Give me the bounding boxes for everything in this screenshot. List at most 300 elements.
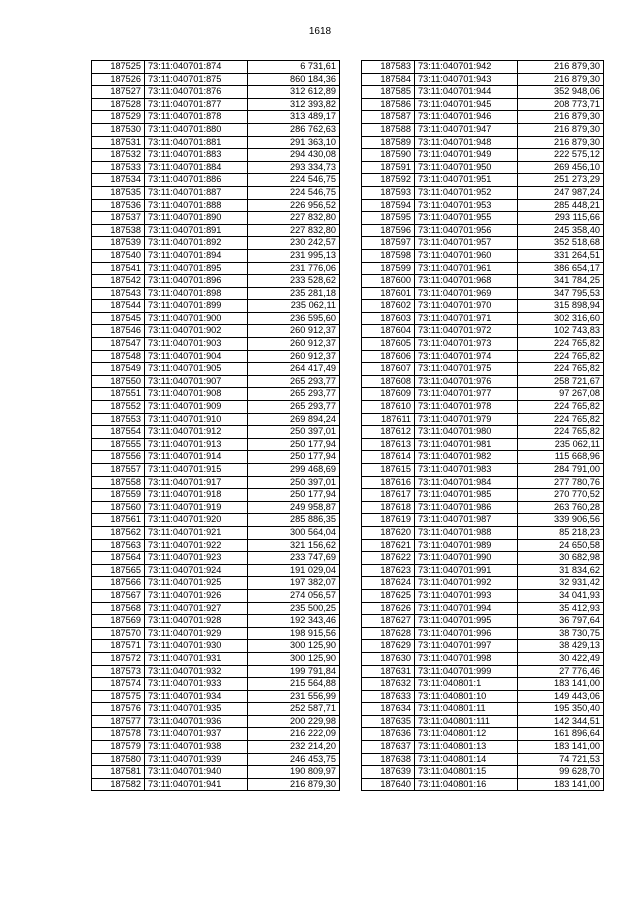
- cadastral-number-cell: 73:11:040701:929: [145, 627, 248, 640]
- row-number-cell: 187558: [92, 476, 145, 489]
- cadastral-number-cell: 73:11:040701:933: [145, 678, 248, 691]
- value-cell: 235 500,25: [248, 602, 340, 615]
- table-row: [92, 589, 340, 602]
- value-cell: 38 730,75: [518, 627, 604, 640]
- value-cell: 284 791,00: [518, 464, 604, 477]
- table-row: [92, 451, 340, 464]
- table-row: [92, 741, 340, 754]
- cadastral-number-cell: 73:11:040701:990: [415, 552, 518, 565]
- table-row: [362, 224, 604, 237]
- table-row: [362, 741, 604, 754]
- table-row: [362, 778, 604, 791]
- table-row: [362, 728, 604, 741]
- cadastral-number-cell: 73:11:040701:876: [145, 86, 248, 99]
- cadastral-number-cell: 73:11:040701:986: [415, 501, 518, 514]
- cadastral-number-cell: 73:11:040701:921: [145, 526, 248, 539]
- cadastral-number-cell: 73:11:040701:888: [145, 199, 248, 212]
- row-number-cell: 187598: [362, 249, 415, 262]
- value-cell: 321 156,62: [248, 539, 340, 552]
- table-row: [92, 312, 340, 325]
- value-cell: 27 776,46: [518, 665, 604, 678]
- table-row: [92, 111, 340, 124]
- value-cell: 250 397,01: [248, 476, 340, 489]
- table-row: [362, 690, 604, 703]
- row-number-cell: 187587: [362, 111, 415, 124]
- table-row: [362, 678, 604, 691]
- value-cell: 250 177,94: [248, 451, 340, 464]
- cadastral-number-cell: 73:11:040701:892: [145, 237, 248, 250]
- table-row: [362, 489, 604, 502]
- value-cell: 208 773,71: [518, 98, 604, 111]
- row-number-cell: 187610: [362, 401, 415, 414]
- row-number-cell: 187588: [362, 123, 415, 136]
- value-cell: 224 546,75: [248, 174, 340, 187]
- value-cell: 264 417,49: [248, 363, 340, 376]
- value-cell: 860 184,36: [248, 73, 340, 86]
- table-row: [92, 426, 340, 439]
- row-number-cell: 187624: [362, 577, 415, 590]
- row-number-cell: 187537: [92, 212, 145, 225]
- table-row: [92, 300, 340, 313]
- table-row: [92, 602, 340, 615]
- cadastral-number-cell: 73:11:040701:950: [415, 161, 518, 174]
- row-number-cell: 187565: [92, 564, 145, 577]
- cadastral-number-cell: 73:11:040701:992: [415, 577, 518, 590]
- cadastral-number-cell: 73:11:040701:880: [145, 123, 248, 136]
- cadastral-number-cell: 73:11:040701:970: [415, 300, 518, 313]
- value-cell: 227 832,80: [248, 224, 340, 237]
- row-number-cell: 187594: [362, 199, 415, 212]
- cadastral-number-cell: 73:11:040801:12: [415, 728, 518, 741]
- row-number-cell: 187601: [362, 287, 415, 300]
- cadastral-number-cell: 73:11:040701:991: [415, 564, 518, 577]
- value-cell: 250 177,94: [248, 438, 340, 451]
- cadastral-number-cell: 73:11:040701:985: [415, 489, 518, 502]
- table-row: [362, 186, 604, 199]
- cadastral-number-cell: 73:11:040701:943: [415, 73, 518, 86]
- table-row: [362, 589, 604, 602]
- cadastral-number-cell: 73:11:040701:982: [415, 451, 518, 464]
- table-row: [92, 564, 340, 577]
- cadastral-number-cell: 73:11:040701:944: [415, 86, 518, 99]
- cadastral-number-cell: 73:11:040701:971: [415, 312, 518, 325]
- row-number-cell: 187614: [362, 451, 415, 464]
- cadastral-number-cell: 73:11:040701:890: [145, 212, 248, 225]
- table-row: [362, 161, 604, 174]
- row-number-cell: 187597: [362, 237, 415, 250]
- table-row: [92, 161, 340, 174]
- value-cell: 235 062,11: [518, 438, 604, 451]
- value-cell: 251 273,29: [518, 174, 604, 187]
- table-row: [92, 98, 340, 111]
- table-row: [362, 640, 604, 653]
- row-number-cell: 187540: [92, 249, 145, 262]
- table-row: [92, 753, 340, 766]
- cadastral-number-cell: 73:11:040701:981: [415, 438, 518, 451]
- row-number-cell: 187585: [362, 86, 415, 99]
- value-cell: 74 721,53: [518, 753, 604, 766]
- cadastral-number-cell: 73:11:040701:925: [145, 577, 248, 590]
- table-row: [92, 627, 340, 640]
- cadastral-number-cell: 73:11:040701:912: [145, 426, 248, 439]
- row-number-cell: 187572: [92, 652, 145, 665]
- cadastral-number-cell: 73:11:040701:956: [415, 224, 518, 237]
- table-row: [362, 338, 604, 351]
- page-number: 1618: [308, 26, 332, 37]
- table-row: [362, 237, 604, 250]
- table-row: [92, 526, 340, 539]
- cadastral-number-cell: 73:11:040701:946: [415, 111, 518, 124]
- value-cell: 99 628,70: [518, 766, 604, 779]
- value-cell: 216 879,30: [248, 778, 340, 791]
- row-number-cell: 187548: [92, 350, 145, 363]
- table-row: [92, 539, 340, 552]
- table-row: [362, 652, 604, 665]
- row-number-cell: 187611: [362, 413, 415, 426]
- cadastral-number-cell: 73:11:040701:984: [415, 476, 518, 489]
- table-row: [362, 401, 604, 414]
- row-number-cell: 187554: [92, 426, 145, 439]
- row-number-cell: 187623: [362, 564, 415, 577]
- table-row: [92, 715, 340, 728]
- table-row: [92, 338, 340, 351]
- row-number-cell: 187622: [362, 552, 415, 565]
- table-row: [92, 388, 340, 401]
- value-cell: 247 987,24: [518, 186, 604, 199]
- row-number-cell: 187600: [362, 275, 415, 288]
- row-number-cell: 187616: [362, 476, 415, 489]
- cadastral-number-cell: 73:11:040701:905: [145, 363, 248, 376]
- value-cell: 216 222,09: [248, 728, 340, 741]
- value-cell: 97 267,08: [518, 388, 604, 401]
- value-cell: 291 363,10: [248, 136, 340, 149]
- cadastral-number-cell: 73:11:040701:993: [415, 589, 518, 602]
- row-number-cell: 187578: [92, 728, 145, 741]
- row-number-cell: 187547: [92, 338, 145, 351]
- row-number-cell: 187543: [92, 287, 145, 300]
- cadastral-number-cell: 73:11:040701:953: [415, 199, 518, 212]
- value-cell: 260 912,37: [248, 350, 340, 363]
- value-cell: 85 218,23: [518, 526, 604, 539]
- value-cell: 142 344,51: [518, 715, 604, 728]
- table-row: [92, 149, 340, 162]
- row-number-cell: 187619: [362, 514, 415, 527]
- cadastral-number-cell: 73:11:040701:887: [145, 186, 248, 199]
- table-row: [362, 363, 604, 376]
- cadastral-number-cell: 73:11:040701:919: [145, 501, 248, 514]
- row-number-cell: 187528: [92, 98, 145, 111]
- value-cell: 258 721,67: [518, 375, 604, 388]
- table-row: [92, 136, 340, 149]
- row-number-cell: 187573: [92, 665, 145, 678]
- cadastral-number-cell: 73:11:040701:980: [415, 426, 518, 439]
- table-row: [362, 73, 604, 86]
- row-number-cell: 187627: [362, 615, 415, 628]
- value-cell: 285 886,35: [248, 514, 340, 527]
- row-number-cell: 187575: [92, 690, 145, 703]
- value-cell: 235 062,11: [248, 300, 340, 313]
- row-number-cell: 187595: [362, 212, 415, 225]
- value-cell: 183 141,00: [518, 678, 604, 691]
- row-number-cell: 187638: [362, 753, 415, 766]
- row-number-cell: 187580: [92, 753, 145, 766]
- value-cell: 35 412,93: [518, 602, 604, 615]
- row-number-cell: 187555: [92, 438, 145, 451]
- table-row: [362, 766, 604, 779]
- value-cell: 198 915,56: [248, 627, 340, 640]
- cadastral-number-cell: 73:11:040701:975: [415, 363, 518, 376]
- row-number-cell: 187569: [92, 615, 145, 628]
- row-number-cell: 187604: [362, 325, 415, 338]
- value-cell: 224 765,82: [518, 401, 604, 414]
- row-number-cell: 187541: [92, 262, 145, 275]
- cadastral-number-cell: 73:11:040701:894: [145, 249, 248, 262]
- row-number-cell: 187620: [362, 526, 415, 539]
- value-cell: 149 443,06: [518, 690, 604, 703]
- cadastral-number-cell: 73:11:040701:898: [145, 287, 248, 300]
- row-number-cell: 187561: [92, 514, 145, 527]
- value-cell: 315 898,94: [518, 300, 604, 313]
- value-cell: 224 765,82: [518, 363, 604, 376]
- cadastral-number-cell: 73:11:040701:907: [145, 375, 248, 388]
- value-cell: 183 141,00: [518, 741, 604, 754]
- cadastral-number-cell: 73:11:040701:909: [145, 401, 248, 414]
- value-cell: 352 948,06: [518, 86, 604, 99]
- row-number-cell: 187583: [362, 61, 415, 74]
- value-cell: 216 879,30: [518, 136, 604, 149]
- cadastral-number-cell: 73:11:040701:996: [415, 627, 518, 640]
- value-cell: 274 056,57: [248, 589, 340, 602]
- value-cell: 250 177,94: [248, 489, 340, 502]
- table-row: [362, 174, 604, 187]
- table-row: [92, 652, 340, 665]
- cadastral-number-cell: 73:11:040701:886: [145, 174, 248, 187]
- row-number-cell: 187584: [362, 73, 415, 86]
- cadastral-number-cell: 73:11:040701:926: [145, 589, 248, 602]
- table-row: [92, 413, 340, 426]
- value-cell: 294 430,08: [248, 149, 340, 162]
- value-cell: 300 125,90: [248, 652, 340, 665]
- cadastral-number-cell: 73:11:040701:935: [145, 703, 248, 716]
- value-cell: 215 564,88: [248, 678, 340, 691]
- value-cell: 269 894,24: [248, 413, 340, 426]
- row-number-cell: 187531: [92, 136, 145, 149]
- row-number-cell: 187593: [362, 186, 415, 199]
- table-row: [92, 363, 340, 376]
- table-row: [362, 300, 604, 313]
- value-cell: 161 896,64: [518, 728, 604, 741]
- row-number-cell: 187542: [92, 275, 145, 288]
- table-row: [92, 212, 340, 225]
- row-number-cell: 187617: [362, 489, 415, 502]
- row-number-cell: 187586: [362, 98, 415, 111]
- table-row: [92, 678, 340, 691]
- cadastral-number-cell: 73:11:040701:884: [145, 161, 248, 174]
- cadastral-number-cell: 73:11:040701:940: [145, 766, 248, 779]
- cadastral-number-cell: 73:11:040801:13: [415, 741, 518, 754]
- table-row: [92, 615, 340, 628]
- value-cell: 230 242,57: [248, 237, 340, 250]
- row-number-cell: 187596: [362, 224, 415, 237]
- value-cell: 216 879,30: [518, 61, 604, 74]
- value-cell: 224 765,82: [518, 338, 604, 351]
- value-cell: 231 556,99: [248, 690, 340, 703]
- row-number-cell: 187534: [92, 174, 145, 187]
- table-row: [92, 199, 340, 212]
- value-cell: 199 791,84: [248, 665, 340, 678]
- table-row: [362, 552, 604, 565]
- table-row: [92, 438, 340, 451]
- left-table-body: [92, 61, 340, 791]
- table-row: [92, 86, 340, 99]
- table-row: [92, 476, 340, 489]
- cadastral-number-cell: 73:11:040701:923: [145, 552, 248, 565]
- cadastral-number-cell: 73:11:040701:989: [415, 539, 518, 552]
- table-row: [362, 514, 604, 527]
- value-cell: 312 612,89: [248, 86, 340, 99]
- row-number-cell: 187550: [92, 375, 145, 388]
- row-number-cell: 187571: [92, 640, 145, 653]
- cadastral-number-cell: 73:11:040701:961: [415, 262, 518, 275]
- table-row: [92, 401, 340, 414]
- value-cell: 285 448,21: [518, 199, 604, 212]
- value-cell: 386 654,17: [518, 262, 604, 275]
- table-row: [362, 703, 604, 716]
- row-number-cell: 187590: [362, 149, 415, 162]
- value-cell: 231 776,06: [248, 262, 340, 275]
- cadastral-number-cell: 73:11:040801:11: [415, 703, 518, 716]
- value-cell: 260 912,37: [248, 338, 340, 351]
- table-row: [92, 690, 340, 703]
- row-number-cell: 187549: [92, 363, 145, 376]
- row-number-cell: 187636: [362, 728, 415, 741]
- value-cell: 231 995,13: [248, 249, 340, 262]
- cadastral-number-cell: 73:11:040701:915: [145, 464, 248, 477]
- cadastral-number-cell: 73:11:040701:922: [145, 539, 248, 552]
- cadastral-number-cell: 73:11:040701:874: [145, 61, 248, 74]
- table-row: [362, 577, 604, 590]
- row-number-cell: 187538: [92, 224, 145, 237]
- row-number-cell: 187568: [92, 602, 145, 615]
- cadastral-number-cell: 73:11:040701:881: [145, 136, 248, 149]
- cadastral-number-cell: 73:11:040801:111: [415, 715, 518, 728]
- row-number-cell: 187630: [362, 652, 415, 665]
- cadastral-number-cell: 73:11:040701:883: [145, 149, 248, 162]
- cadastral-number-cell: 73:11:040801:14: [415, 753, 518, 766]
- cadastral-number-cell: 73:11:040701:999: [415, 665, 518, 678]
- cadastral-number-cell: 73:11:040701:969: [415, 287, 518, 300]
- left-registry-table: [91, 60, 340, 791]
- table-row: [92, 375, 340, 388]
- table-row: [362, 476, 604, 489]
- table-row: [362, 426, 604, 439]
- row-number-cell: 187631: [362, 665, 415, 678]
- row-number-cell: 187579: [92, 741, 145, 754]
- row-number-cell: 187577: [92, 715, 145, 728]
- table-row: [92, 237, 340, 250]
- row-number-cell: 187525: [92, 61, 145, 74]
- table-row: [92, 464, 340, 477]
- table-row: [362, 413, 604, 426]
- cadastral-number-cell: 73:11:040701:891: [145, 224, 248, 237]
- row-number-cell: 187567: [92, 589, 145, 602]
- row-number-cell: 187639: [362, 766, 415, 779]
- cadastral-number-cell: 73:11:040701:976: [415, 375, 518, 388]
- table-row: [92, 514, 340, 527]
- row-number-cell: 187633: [362, 690, 415, 703]
- table-row: [92, 224, 340, 237]
- row-number-cell: 187533: [92, 161, 145, 174]
- value-cell: 331 264,51: [518, 249, 604, 262]
- row-number-cell: 187553: [92, 413, 145, 426]
- row-number-cell: 187566: [92, 577, 145, 590]
- cadastral-number-cell: 73:11:040701:914: [145, 451, 248, 464]
- value-cell: 115 668,96: [518, 451, 604, 464]
- table-row: [362, 602, 604, 615]
- cadastral-number-cell: 73:11:040701:951: [415, 174, 518, 187]
- row-number-cell: 187551: [92, 388, 145, 401]
- row-number-cell: 187603: [362, 312, 415, 325]
- cadastral-number-cell: 73:11:040701:941: [145, 778, 248, 791]
- row-number-cell: 187535: [92, 186, 145, 199]
- table-row: [362, 86, 604, 99]
- row-number-cell: 187526: [92, 73, 145, 86]
- table-row: [362, 61, 604, 74]
- value-cell: 195 350,40: [518, 703, 604, 716]
- cadastral-number-cell: 73:11:040701:995: [415, 615, 518, 628]
- table-row: [362, 539, 604, 552]
- cadastral-number-cell: 73:11:040701:968: [415, 275, 518, 288]
- value-cell: 265 293,77: [248, 388, 340, 401]
- table-row: [362, 287, 604, 300]
- row-number-cell: 187536: [92, 199, 145, 212]
- value-cell: 197 382,07: [248, 577, 340, 590]
- cadastral-number-cell: 73:11:040701:939: [145, 753, 248, 766]
- cadastral-number-cell: 73:11:040701:928: [145, 615, 248, 628]
- table-row: [92, 174, 340, 187]
- value-cell: 34 041,93: [518, 589, 604, 602]
- table-row: [92, 778, 340, 791]
- cadastral-number-cell: 73:11:040701:918: [145, 489, 248, 502]
- cadastral-number-cell: 73:11:040701:913: [145, 438, 248, 451]
- cadastral-number-cell: 73:11:040701:983: [415, 464, 518, 477]
- value-cell: 286 762,63: [248, 123, 340, 136]
- cadastral-number-cell: 73:11:040701:877: [145, 98, 248, 111]
- cadastral-number-cell: 73:11:040701:900: [145, 312, 248, 325]
- table-row: [92, 489, 340, 502]
- value-cell: 222 575,12: [518, 149, 604, 162]
- table-row: [362, 615, 604, 628]
- cadastral-number-cell: 73:11:040701:952: [415, 186, 518, 199]
- value-cell: 260 912,37: [248, 325, 340, 338]
- value-cell: 269 456,10: [518, 161, 604, 174]
- table-row: [362, 325, 604, 338]
- value-cell: 224 765,82: [518, 413, 604, 426]
- cadastral-number-cell: 73:11:040801:15: [415, 766, 518, 779]
- table-row: [92, 249, 340, 262]
- table-row: [92, 123, 340, 136]
- value-cell: 224 765,82: [518, 426, 604, 439]
- row-number-cell: 187529: [92, 111, 145, 124]
- row-number-cell: 187559: [92, 489, 145, 502]
- row-number-cell: 187628: [362, 627, 415, 640]
- value-cell: 339 906,56: [518, 514, 604, 527]
- value-cell: 245 358,40: [518, 224, 604, 237]
- cadastral-number-cell: 73:11:040701:974: [415, 350, 518, 363]
- table-row: [92, 262, 340, 275]
- table-row: [362, 136, 604, 149]
- row-number-cell: 187635: [362, 715, 415, 728]
